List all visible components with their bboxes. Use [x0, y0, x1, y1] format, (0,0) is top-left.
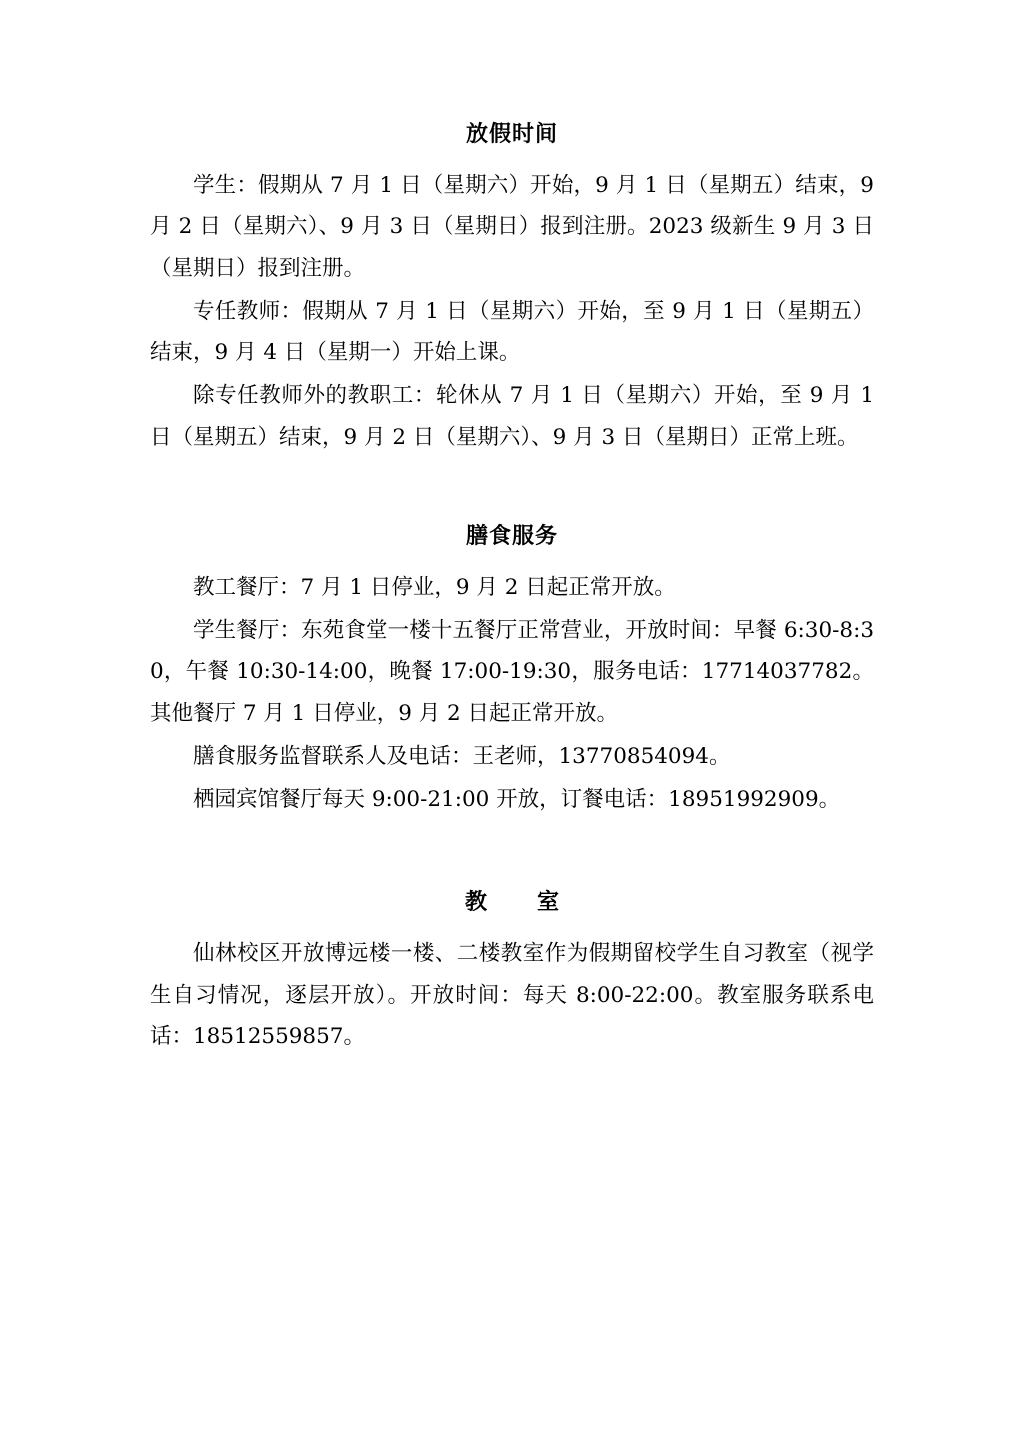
paragraph-staff: 除专任教师外的教职工：轮休从 7 月 1 日（星期六）开始，至 9 月 1 日（星期五）结束，9 月 2 日（星期六）、9 月 3 日（星期日）正常上班。 [150, 383, 874, 450]
paragraph-staff-canteen: 教工餐厅：7 月 1 日停业，9 月 2 日起正常开放。 [193, 574, 676, 600]
paragraph-student-canteen: 学生餐厅：东苑食堂一楼十五餐厅正常营业，开放时间：早餐 6:30-8:30，午餐 10:30-14:00，晚餐 17:00-19:30，服务电话：17714037782。其他餐厅 7 月 1 日停业，9 月 2 日起正常开放。 [150, 618, 874, 726]
section-dining-service [150, 520, 874, 821]
paragraph-classroom-info: 仙林校区开放博远楼一楼、二楼教室作为假期留校学生自习教室（视学生自习情况，逐层开放）。开放时间：每天 8:00-22:00。教室服务联系电话：18512559857。 [150, 941, 874, 1049]
section-title-holiday-schedule: 放假时间 [465, 121, 558, 147]
section-spacer-two [150, 820, 874, 886]
paragraph-dining-supervisor: 膳食服务监督联系人及电话：王老师，13770854094。 [193, 743, 731, 769]
section-title-dining-service: 膳食服务 [465, 522, 558, 549]
paragraph-students: 学生：假期从 7 月 1 日（星期六）开始，9 月 1 日（星期五）结束，9 月 2 日（星期六）、9 月 3 日（星期日）报到注册。2023 级新生 9 月 3 日（星期日）报到注册。 [150, 173, 874, 281]
paragraph-faculty: 专任教师：假期从 7 月 1 日（星期六）开始，至 9 月 1 日（星期五）结束，9 月 4 日（星期一）开始上课。 [150, 298, 874, 366]
paragraph-hotel-restaurant: 栖园宾馆餐厅每天 9:00-21:00 开放，订餐电话：18951992909。 [193, 787, 841, 813]
section-holiday-schedule [150, 118, 874, 458]
section-classroom [150, 886, 874, 1057]
section-title-classroom: 教 室 [464, 889, 573, 916]
section-spacer-one [150, 458, 874, 520]
